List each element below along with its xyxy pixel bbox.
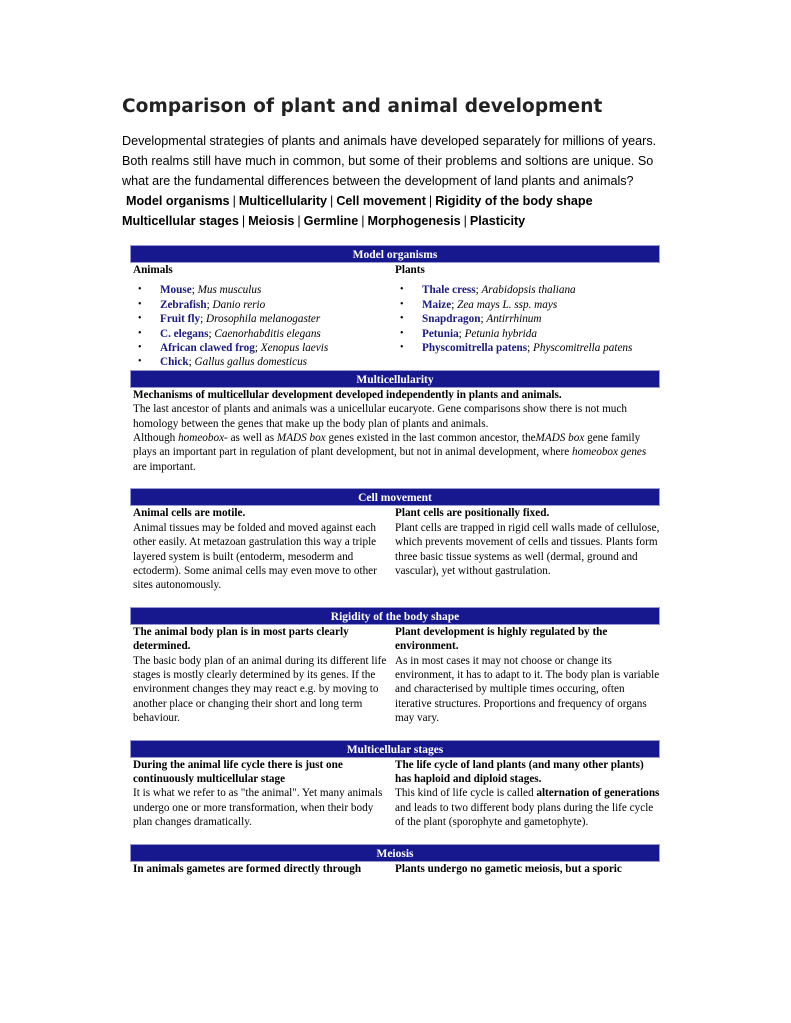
section-nav: [122, 191, 670, 211]
plant-lead: Plant development is highly regulated by the environment.: [395, 625, 608, 653]
multicellularity-lead: Mechanisms of multicellular development developed independently in plants and animals.: [133, 388, 562, 401]
meiosis-columns: [130, 862, 660, 876]
scientific-name: Arabidopsis thaliana: [481, 284, 576, 297]
nav-separator: |: [241, 214, 246, 228]
animals-column: [130, 263, 395, 370]
text-run: homeobox: [178, 432, 225, 445]
section-header-multicellularity: Multicellularity: [130, 370, 660, 388]
stages-columns: [130, 758, 660, 830]
scientific-name: Mus musculus: [197, 284, 262, 297]
plants-column: [395, 263, 660, 370]
animal-lead: In animals gametes are formed directly through: [133, 862, 362, 875]
nav-link-rigidity[interactable]: Rigidity of the body shape: [435, 194, 593, 208]
nav-separator: |: [361, 214, 365, 228]
text-run: MADS box: [276, 432, 326, 445]
nav-link-cell-movement[interactable]: Cell movement: [336, 194, 426, 208]
section-header-multicellular-stages: Multicellular stages: [130, 740, 660, 758]
bullet-icon: •: [400, 313, 404, 325]
organism-name[interactable]: Petunia: [422, 327, 459, 340]
scientific-name: Danio rerio: [212, 298, 266, 311]
text-run: Although: [133, 432, 179, 445]
text-run: alternation of generations: [536, 787, 660, 800]
bullet-icon: •: [400, 327, 404, 339]
animal-lead: During the animal life cycle there is just one continuously multicellular stage: [133, 758, 343, 785]
text-run: This kind of life cycle is called: [395, 787, 537, 800]
section-header-model-organisms: Model organisms: [130, 245, 660, 263]
text-run: and leads to two different body plans during the life cycle of the plant (sporophyte and gametophyte).: [395, 801, 654, 829]
organism-name[interactable]: Zebrafish: [160, 298, 207, 311]
text-run: genes existed in the last common ancestor, the: [325, 432, 536, 445]
organism-name[interactable]: Maize: [422, 298, 452, 311]
bullet-icon: •: [138, 284, 142, 296]
plant-stages: [395, 758, 660, 830]
rigidity-section: [130, 607, 660, 726]
animal-text: The basic body plan of an animal during its different life stages is mostly clearly determined by its genes. If the environment changes they may react e.g. by moving to another place or changing their short and long term behaviour.: [133, 654, 387, 725]
plant-text: As in most cases it may not choose or change its environment, it has to adapt to it. The body plan is variable and characterised by multiple times occuring, often iterative structures. Proportions and frequency of organs may vary.: [395, 654, 660, 725]
scientific-name: Antirrhinum: [486, 313, 542, 326]
list-item: • Mouse; Mus musculus: [138, 284, 262, 297]
plant-lead: Plants undergo no gametic meiosis, but a sporic: [395, 862, 622, 875]
text-run: MADS box: [535, 432, 585, 445]
bullet-icon: •: [400, 298, 404, 310]
multicellularity-section: [130, 370, 660, 474]
scientific-name: Physcomitrella patens: [533, 342, 633, 355]
animal-cell-movement: [130, 506, 395, 592]
bullet-icon: •: [400, 284, 404, 296]
nav-link-germline[interactable]: Germline: [303, 214, 359, 228]
organism-name[interactable]: African clawed frog: [160, 342, 255, 355]
nav-link-meiosis[interactable]: Meiosis: [248, 214, 295, 228]
section-header-cell-movement: Cell movement: [130, 488, 660, 506]
list-item: • Physcomitrella patens; Physcomitrella patens: [400, 342, 633, 355]
animals-list: [133, 283, 395, 369]
bullet-icon: •: [138, 313, 142, 325]
multicellularity-text-2: [133, 431, 660, 474]
scientific-name: Caenorhabditis elegans: [214, 327, 321, 340]
animal-text: It is what we refer to as "the animal". Yet many animals undergo one or more transformation, when their body plan changes dramatically.: [133, 787, 383, 829]
scientific-name: Petunia hybrida: [464, 327, 537, 340]
organism-name[interactable]: Thale cress: [422, 284, 476, 297]
nav-separator: |: [232, 194, 236, 208]
list-item: • Zebrafish; Danio rerio: [138, 298, 266, 311]
organism-name[interactable]: Chick: [160, 356, 189, 369]
bullet-icon: •: [138, 298, 142, 310]
nav-separator: |: [297, 214, 301, 228]
animal-stages: [130, 758, 395, 830]
organism-name[interactable]: C. elegans: [160, 327, 209, 340]
text-run: homeobox genes: [572, 446, 647, 459]
page-title: Comparison of plant and animal development: [122, 96, 603, 117]
animal-lead: Animal cells are motile.: [133, 507, 246, 520]
section-header-meiosis: Meiosis: [130, 844, 660, 862]
animal-lead: The animal body plan is in most parts clearly determined.: [133, 625, 349, 653]
list-item: • Fruit fly; Drosophila melanogaster: [138, 313, 321, 326]
organism-name[interactable]: Physcomitrella patens: [422, 342, 528, 355]
animal-meiosis: [130, 862, 395, 876]
organism-name[interactable]: Mouse: [160, 284, 192, 297]
section-nav-2: [122, 211, 670, 231]
bullet-icon: •: [138, 342, 142, 354]
scientific-name: Drosophila melanogaster: [206, 313, 321, 326]
model-organisms-section: [130, 245, 660, 370]
plants-list: [395, 283, 660, 355]
list-item: • Chick; Gallus gallus domesticus: [138, 356, 308, 369]
text-run: are important.: [133, 460, 196, 473]
section-header-rigidity: Rigidity of the body shape: [130, 607, 660, 625]
scientific-name: Xenopus laevis: [260, 342, 329, 355]
plant-lead: The life cycle of land plants (and many other plants) has haploid and diploid stages.: [395, 758, 644, 785]
scientific-name: Zea mays L. ssp. mays: [457, 298, 558, 311]
plants-label: Plants: [395, 264, 425, 276]
animal-rigidity: [130, 625, 395, 726]
bullet-icon: •: [400, 342, 404, 354]
rigidity-columns: [130, 625, 660, 726]
cell-movement-section: [130, 488, 660, 592]
multicellularity-body: [130, 388, 660, 474]
animal-text: Animal tissues may be folded and moved against each other easily. At metazoan gastrulation this way a triple layered system is built (entoderm, mesoderm and ectoderm). Some animal cells may even move to other sites autonomously.: [133, 521, 377, 592]
plant-text: [395, 786, 660, 829]
multicellular-stages-section: [130, 740, 660, 830]
list-item: • Maize; Zea mays L. ssp. mays: [400, 298, 558, 311]
list-item: • C. elegans; Caenorhabditis elegans: [138, 327, 321, 340]
meiosis-section: [130, 844, 660, 876]
plant-rigidity: [395, 625, 660, 726]
list-item: • Snapdragon; Antirrhinum: [400, 313, 542, 326]
organism-name[interactable]: Fruit fly: [160, 313, 201, 326]
nav-link-multicellular-stages[interactable]: Multicellular stages: [122, 214, 239, 228]
nav-link-plasticity[interactable]: Plasticity: [469, 214, 526, 228]
list-item: • Petunia; Petunia hybrida: [400, 327, 537, 340]
bullet-icon: •: [138, 327, 142, 339]
cell-movement-columns: [130, 506, 660, 592]
organism-name[interactable]: Snapdragon: [422, 313, 481, 326]
multicellularity-text-1: The last ancestor of plants and animals was a unicellular eucaryote. Gene comparisons show there is not much homology between the genes that make up the body plan of plants and animals.: [133, 403, 627, 430]
plant-cell-movement: [395, 506, 660, 592]
plant-lead: Plant cells are positionally fixed.: [395, 507, 550, 520]
plant-text: Plant cells are trapped in rigid cell walls made of cellulose, which prevents movement of cells and tissues. Plants form three basic tissue systems as well (dermal, ground and vascular), yet without gastrulation.: [395, 521, 660, 577]
model-organisms-columns: [130, 263, 660, 370]
nav-link-multicellularity[interactable]: Multicellularity: [238, 194, 328, 208]
nav-separator: |: [428, 194, 433, 208]
nav-separator: |: [330, 194, 334, 208]
plant-meiosis: [395, 862, 660, 876]
nav-separator: |: [463, 214, 467, 228]
nav-link-morphogenesis[interactable]: Morphogenesis: [367, 214, 461, 228]
list-item: • Thale cress; Arabidopsis thaliana: [400, 284, 576, 297]
nav-link-model-organisms[interactable]: Model organisms: [126, 194, 230, 208]
text-run: gene family plays an important part in regulation of plant development, but not in animal development, where: [133, 432, 641, 459]
list-item: • African clawed frog; Xenopus laevis: [138, 342, 329, 355]
animals-label: Animals: [133, 264, 173, 276]
text-run: - as well as: [224, 432, 277, 445]
scientific-name: Gallus gallus domesticus: [194, 356, 308, 369]
intro-paragraph: Developmental strategies of plants and animals have developed separately for millions of years. Both realms still have much in common, but some of their problems and soltions are unique. So what are the fundamental differences between the development of land plants and animals?: [122, 134, 657, 188]
document-page: [122, 96, 670, 876]
bullet-icon: •: [138, 356, 142, 368]
